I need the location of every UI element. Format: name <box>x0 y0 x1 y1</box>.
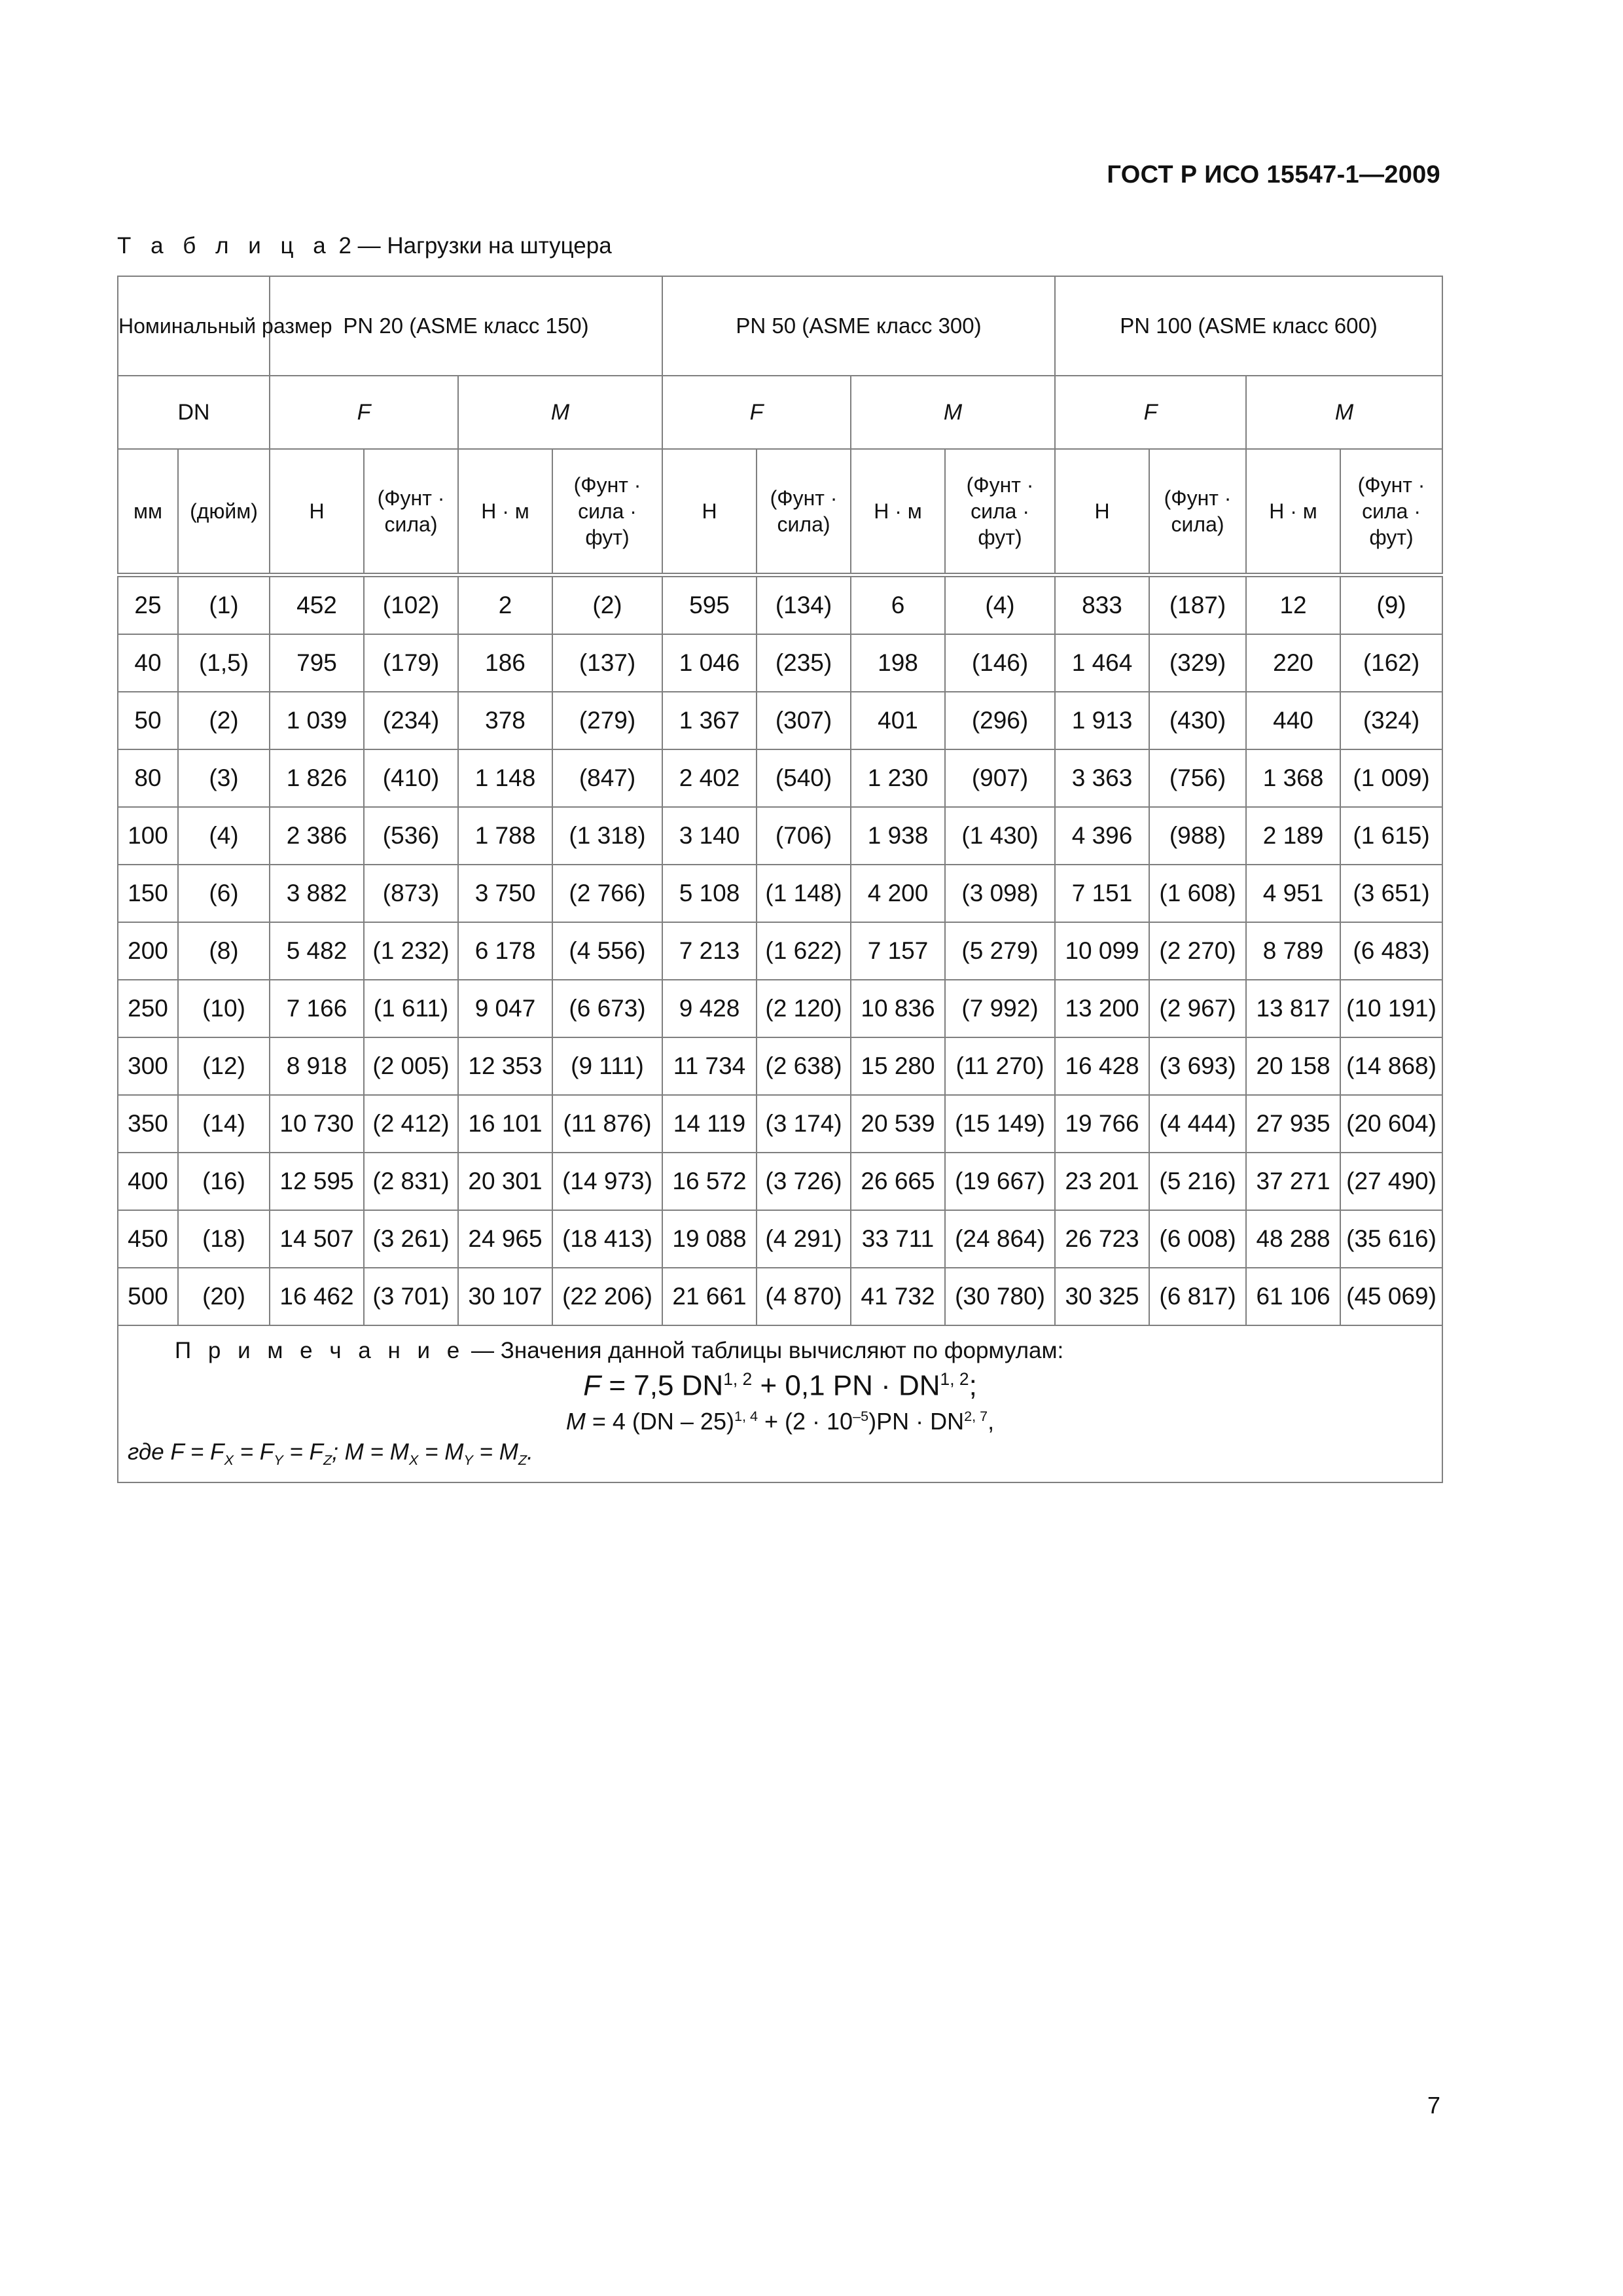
header-f: F <box>270 376 458 449</box>
table-cell: (756) <box>1149 749 1246 807</box>
table-cell: (19 667) <box>945 1153 1055 1210</box>
table-cell: (18) <box>178 1210 270 1268</box>
table-cell: 200 <box>118 922 178 980</box>
table-cell: 8 918 <box>270 1037 364 1095</box>
where-f: F <box>170 1439 185 1465</box>
table-cell: 452 <box>270 575 364 635</box>
table-cell: 401 <box>851 692 945 749</box>
table-cell: 250 <box>118 980 178 1037</box>
formula-m-exp3: 2, 7 <box>964 1407 988 1424</box>
table-cell: (30 780) <box>945 1268 1055 1325</box>
caption-number: 2 <box>338 233 351 259</box>
formula-m-end: , <box>988 1407 995 1435</box>
table-cell: (6 008) <box>1149 1210 1246 1268</box>
table-cell: 20 301 <box>458 1153 552 1210</box>
table-cell: (279) <box>552 692 662 749</box>
table-cell: (1 148) <box>757 865 851 922</box>
where-eq: = <box>283 1439 310 1465</box>
header-m: M <box>1246 376 1442 449</box>
table-cell: 25 <box>118 575 178 635</box>
header-unit-lbfft: (Фунт · сила · фут) <box>552 449 662 575</box>
where-my: M <box>444 1439 464 1465</box>
table-cell: 1 788 <box>458 807 552 865</box>
table-cell: (1) <box>178 575 270 635</box>
header-pn100: PN 100 (ASME класс 600) <box>1055 276 1442 376</box>
table-cell: 833 <box>1055 575 1149 635</box>
table-cell: (540) <box>757 749 851 807</box>
where-mx: M <box>389 1439 409 1465</box>
table-cell: (7 992) <box>945 980 1055 1037</box>
table-cell: (14 868) <box>1340 1037 1442 1095</box>
table-cell: (4 556) <box>552 922 662 980</box>
table-cell: 2 <box>458 575 552 635</box>
table-cell: 48 288 <box>1246 1210 1340 1268</box>
table-cell: 1 148 <box>458 749 552 807</box>
where-mz: M <box>499 1439 518 1465</box>
table-cell: 40 <box>118 634 178 692</box>
table-cell: 23 201 <box>1055 1153 1149 1210</box>
table-cell: 7 166 <box>270 980 364 1037</box>
table-cell: 37 271 <box>1246 1153 1340 1210</box>
formula-m-term2: + (2 · 10 <box>758 1407 853 1435</box>
table-cell: 16 572 <box>662 1153 757 1210</box>
header-nominal-size: Номинальный размер <box>118 276 270 376</box>
header-unit-nm: Н · м <box>458 449 552 575</box>
table-cell: (3) <box>178 749 270 807</box>
table-cell: 3 140 <box>662 807 757 865</box>
table-cell: (12) <box>178 1037 270 1095</box>
table-cell: 20 539 <box>851 1095 945 1153</box>
table-cell: 30 325 <box>1055 1268 1149 1325</box>
where-end: . <box>527 1439 533 1465</box>
table-cell: (4 291) <box>757 1210 851 1268</box>
formula-f-exp1: 1, 2 <box>723 1369 753 1389</box>
table-cell: (14) <box>178 1095 270 1153</box>
table-cell: 1 367 <box>662 692 757 749</box>
table-cell: (20 604) <box>1340 1095 1442 1153</box>
table-note <box>118 1325 1442 1482</box>
table-cell: 24 965 <box>458 1210 552 1268</box>
table-cell: (24 864) <box>945 1210 1055 1268</box>
table-cell: (8) <box>178 922 270 980</box>
table-cell: (9 111) <box>552 1037 662 1095</box>
table-cell: 16 428 <box>1055 1037 1149 1095</box>
table-cell: (11 876) <box>552 1095 662 1153</box>
document-code: ГОСТ Р ИСО 15547-1—2009 <box>1107 161 1440 188</box>
table-cell: 1 826 <box>270 749 364 807</box>
table-cell: 4 951 <box>1246 865 1340 922</box>
header-dn: DN <box>118 376 270 449</box>
table-row <box>118 749 1442 807</box>
table-cell: (11 270) <box>945 1037 1055 1095</box>
table-cell: (2) <box>178 692 270 749</box>
table-cell: 7 157 <box>851 922 945 980</box>
table-cell: 3 750 <box>458 865 552 922</box>
formula-f <box>128 1369 1433 1403</box>
table-cell: (137) <box>552 634 662 692</box>
table-cell: 1 913 <box>1055 692 1149 749</box>
table-cell: (5 216) <box>1149 1153 1246 1210</box>
table-cell: (4) <box>178 807 270 865</box>
table-cell: (2 967) <box>1149 980 1246 1037</box>
table-row <box>118 865 1442 922</box>
where-sub-y: Y <box>274 1451 283 1468</box>
table-cell: (35 616) <box>1340 1210 1442 1268</box>
table-cell: (3 693) <box>1149 1037 1246 1095</box>
table-cell: (307) <box>757 692 851 749</box>
header-unit-nm: Н · м <box>1246 449 1340 575</box>
table-cell: (1 608) <box>1149 865 1246 922</box>
table-cell: 21 661 <box>662 1268 757 1325</box>
table-cell: 500 <box>118 1268 178 1325</box>
where-sep: ; <box>332 1439 345 1465</box>
note-label: П р и м е ч а н и е <box>175 1338 465 1363</box>
table-cell: (2 831) <box>364 1153 458 1210</box>
where-sub-x: X <box>408 1451 419 1468</box>
table-cell: (296) <box>945 692 1055 749</box>
table-cell: 2 189 <box>1246 807 1340 865</box>
table-cell: 4 396 <box>1055 807 1149 865</box>
table-cell: (3 174) <box>757 1095 851 1153</box>
table-cell: 7 213 <box>662 922 757 980</box>
table-cell: 3 363 <box>1055 749 1149 807</box>
note-row <box>118 1325 1442 1482</box>
caption-dash: — <box>357 233 381 259</box>
note-intro <box>128 1338 1433 1364</box>
table-cell: (430) <box>1149 692 1246 749</box>
formula-m-lhs: M <box>565 1407 586 1435</box>
table-cell: 16 101 <box>458 1095 552 1153</box>
table-cell: (1 318) <box>552 807 662 865</box>
table-cell: 16 462 <box>270 1268 364 1325</box>
table-row <box>118 575 1442 635</box>
table-cell: (907) <box>945 749 1055 807</box>
table-cell: (2 412) <box>364 1095 458 1153</box>
table-cell: (6) <box>178 865 270 922</box>
table-cell: 14 507 <box>270 1210 364 1268</box>
table-cell: 26 665 <box>851 1153 945 1210</box>
table-cell: (14 973) <box>552 1153 662 1210</box>
table-cell: (4) <box>945 575 1055 635</box>
table-row <box>118 634 1442 692</box>
table-cell: 33 711 <box>851 1210 945 1268</box>
table-cell: 20 158 <box>1246 1037 1340 1095</box>
header-row-groups <box>118 276 1442 376</box>
table-caption <box>117 233 612 259</box>
table-cell: (4 444) <box>1149 1095 1246 1153</box>
table-cell: 9 047 <box>458 980 552 1037</box>
table-cell: (3 701) <box>364 1268 458 1325</box>
table-cell: (20) <box>178 1268 270 1325</box>
where-sub-y: Y <box>463 1451 473 1468</box>
header-unit-nm: Н · м <box>851 449 945 575</box>
table-cell: (3 261) <box>364 1210 458 1268</box>
header-row-units <box>118 449 1442 575</box>
table-cell: 12 353 <box>458 1037 552 1095</box>
header-pn50: PN 50 (ASME класс 300) <box>662 276 1055 376</box>
table-cell: (18 413) <box>552 1210 662 1268</box>
table-cell: 1 464 <box>1055 634 1149 692</box>
table-cell: (6 673) <box>552 980 662 1037</box>
table-cell: (2 270) <box>1149 922 1246 980</box>
header-m: M <box>458 376 662 449</box>
table-cell: 450 <box>118 1210 178 1268</box>
table-cell: (1 611) <box>364 980 458 1037</box>
table-cell: 61 106 <box>1246 1268 1340 1325</box>
table-cell: (873) <box>364 865 458 922</box>
table-cell: 2 402 <box>662 749 757 807</box>
table-cell: 1 230 <box>851 749 945 807</box>
table-cell: 100 <box>118 807 178 865</box>
table-cell: 5 482 <box>270 922 364 980</box>
note-text: — Значения данной таблицы вычисляют по формулам: <box>471 1338 1064 1363</box>
header-unit-mm: мм <box>118 449 178 575</box>
table-cell: (10) <box>178 980 270 1037</box>
table-cell: 26 723 <box>1055 1210 1149 1268</box>
header-unit-lbfft: (Фунт · сила · фут) <box>1340 449 1442 575</box>
header-unit-lbf: (Фунт · сила) <box>1149 449 1246 575</box>
where-eq: = <box>363 1439 390 1465</box>
table-cell: 1 046 <box>662 634 757 692</box>
table-cell: (179) <box>364 634 458 692</box>
table-cell: (235) <box>757 634 851 692</box>
formula-m-term1: = 4 (DN – 25) <box>585 1407 734 1435</box>
table-cell: (4 870) <box>757 1268 851 1325</box>
table-row <box>118 922 1442 980</box>
table-cell: (187) <box>1149 575 1246 635</box>
header-m: M <box>851 376 1055 449</box>
where-eq: = <box>233 1439 260 1465</box>
table-row <box>118 1268 1442 1325</box>
table-cell: (27 490) <box>1340 1153 1442 1210</box>
where-eq: = <box>473 1439 499 1465</box>
where-prefix: где <box>128 1439 171 1465</box>
table-cell: 10 730 <box>270 1095 364 1153</box>
table-cell: (2 766) <box>552 865 662 922</box>
table-cell: 10 099 <box>1055 922 1149 980</box>
where-m: M <box>344 1439 364 1465</box>
table-cell: (2 638) <box>757 1037 851 1095</box>
table-cell: (3 651) <box>1340 865 1442 922</box>
where-sub-z: Z <box>323 1451 332 1468</box>
table-cell: 30 107 <box>458 1268 552 1325</box>
where-eq: = <box>184 1439 211 1465</box>
table-cell: 27 935 <box>1246 1095 1340 1153</box>
table-cell: 13 817 <box>1246 980 1340 1037</box>
table-cell: 14 119 <box>662 1095 757 1153</box>
table-cell: 795 <box>270 634 364 692</box>
table-cell: (22 206) <box>552 1268 662 1325</box>
table-cell: (324) <box>1340 692 1442 749</box>
table-cell: (1 615) <box>1340 807 1442 865</box>
table-cell: 12 595 <box>270 1153 364 1210</box>
table-cell: (134) <box>757 575 851 635</box>
table-cell: 3 882 <box>270 865 364 922</box>
formula-m-exp2: –5 <box>853 1407 869 1424</box>
formula-m-term3: )PN · DN <box>868 1407 965 1435</box>
table-cell: 220 <box>1246 634 1340 692</box>
table-cell: (102) <box>364 575 458 635</box>
table-cell: 15 280 <box>851 1037 945 1095</box>
table-cell: (536) <box>364 807 458 865</box>
caption-label: Т а б л и ц а <box>117 233 332 259</box>
formula-f-lhs: F <box>583 1369 601 1402</box>
table-cell: 378 <box>458 692 552 749</box>
table-cell: 19 088 <box>662 1210 757 1268</box>
table-cell: 6 178 <box>458 922 552 980</box>
formula-f-end: ; <box>969 1369 977 1402</box>
table-body <box>118 575 1442 1326</box>
header-unit-lbfft: (Фунт · сила · фут) <box>945 449 1055 575</box>
table-cell: 150 <box>118 865 178 922</box>
table-cell: (329) <box>1149 634 1246 692</box>
table-cell: (2 005) <box>364 1037 458 1095</box>
table-row <box>118 980 1442 1037</box>
table-cell: (6 817) <box>1149 1268 1246 1325</box>
table-cell: (5 279) <box>945 922 1055 980</box>
table-cell: 4 200 <box>851 865 945 922</box>
header-row-quantities <box>118 376 1442 449</box>
table-cell: 595 <box>662 575 757 635</box>
table-cell: 8 789 <box>1246 922 1340 980</box>
table-cell: (16) <box>178 1153 270 1210</box>
table-cell: (1 430) <box>945 807 1055 865</box>
table-cell: (9) <box>1340 575 1442 635</box>
table-cell: 6 <box>851 575 945 635</box>
header-unit-n: Н <box>662 449 757 575</box>
table-cell: 2 386 <box>270 807 364 865</box>
formula-f-exp2: 1, 2 <box>940 1369 969 1389</box>
header-unit-n: Н <box>1055 449 1149 575</box>
note-where <box>128 1439 1433 1469</box>
where-eq: = <box>418 1439 445 1465</box>
table-cell: 1 938 <box>851 807 945 865</box>
table-cell: 80 <box>118 749 178 807</box>
table-cell: (706) <box>757 807 851 865</box>
table-cell: (1 622) <box>757 922 851 980</box>
nozzle-loads-table <box>117 276 1443 1483</box>
table-cell: 440 <box>1246 692 1340 749</box>
caption-title: Нагрузки на штуцера <box>387 233 612 259</box>
header-f: F <box>1055 376 1246 449</box>
table-row <box>118 807 1442 865</box>
table-cell: 12 <box>1246 575 1340 635</box>
table-cell: 350 <box>118 1095 178 1153</box>
where-fx: F <box>210 1439 224 1465</box>
table-cell: 300 <box>118 1037 178 1095</box>
table-cell: 7 151 <box>1055 865 1149 922</box>
where-fy: F <box>259 1439 274 1465</box>
table-cell: 10 836 <box>851 980 945 1037</box>
formula-f-term2: + 0,1 PN · DN <box>752 1369 940 1402</box>
formula-f-term1: = 7,5 DN <box>601 1369 724 1402</box>
page-number: 7 <box>1427 2092 1440 2119</box>
table-cell: (410) <box>364 749 458 807</box>
table-cell: 50 <box>118 692 178 749</box>
header-unit-lbf: (Фунт · сила) <box>757 449 851 575</box>
table-cell: (1,5) <box>178 634 270 692</box>
table-cell: (1 232) <box>364 922 458 980</box>
table-cell: 186 <box>458 634 552 692</box>
table-cell: (15 149) <box>945 1095 1055 1153</box>
table-cell: (234) <box>364 692 458 749</box>
formula-m-exp1: 1, 4 <box>734 1407 758 1424</box>
table-cell: (3 098) <box>945 865 1055 922</box>
table-row <box>118 1095 1442 1153</box>
table-row <box>118 1210 1442 1268</box>
where-sub-x: X <box>224 1451 234 1468</box>
table-cell: 11 734 <box>662 1037 757 1095</box>
header-pn20: PN 20 (ASME класс 150) <box>270 276 662 376</box>
table-cell: (1 009) <box>1340 749 1442 807</box>
table-cell: (847) <box>552 749 662 807</box>
table-cell: 1 039 <box>270 692 364 749</box>
table-cell: (2 120) <box>757 980 851 1037</box>
table-row <box>118 1037 1442 1095</box>
table-cell: 1 368 <box>1246 749 1340 807</box>
where-fz: F <box>309 1439 323 1465</box>
table-cell: 198 <box>851 634 945 692</box>
table-cell: (988) <box>1149 807 1246 865</box>
table-cell: 400 <box>118 1153 178 1210</box>
table-cell: (2) <box>552 575 662 635</box>
table-cell: (6 483) <box>1340 922 1442 980</box>
header-unit-inch: (дюйм) <box>178 449 270 575</box>
table-cell: 19 766 <box>1055 1095 1149 1153</box>
table-cell: 9 428 <box>662 980 757 1037</box>
formula-m <box>128 1408 1433 1435</box>
header-unit-lbf: (Фунт · сила) <box>364 449 458 575</box>
header-unit-n: Н <box>270 449 364 575</box>
table-cell: (10 191) <box>1340 980 1442 1037</box>
header-f: F <box>662 376 851 449</box>
table-row <box>118 1153 1442 1210</box>
table-cell: (146) <box>945 634 1055 692</box>
table-row <box>118 692 1442 749</box>
table-cell: (3 726) <box>757 1153 851 1210</box>
table-cell: 13 200 <box>1055 980 1149 1037</box>
table-cell: (162) <box>1340 634 1442 692</box>
where-sub-z: Z <box>518 1451 527 1468</box>
table-cell: (45 069) <box>1340 1268 1442 1325</box>
table-cell: 5 108 <box>662 865 757 922</box>
table-cell: 41 732 <box>851 1268 945 1325</box>
